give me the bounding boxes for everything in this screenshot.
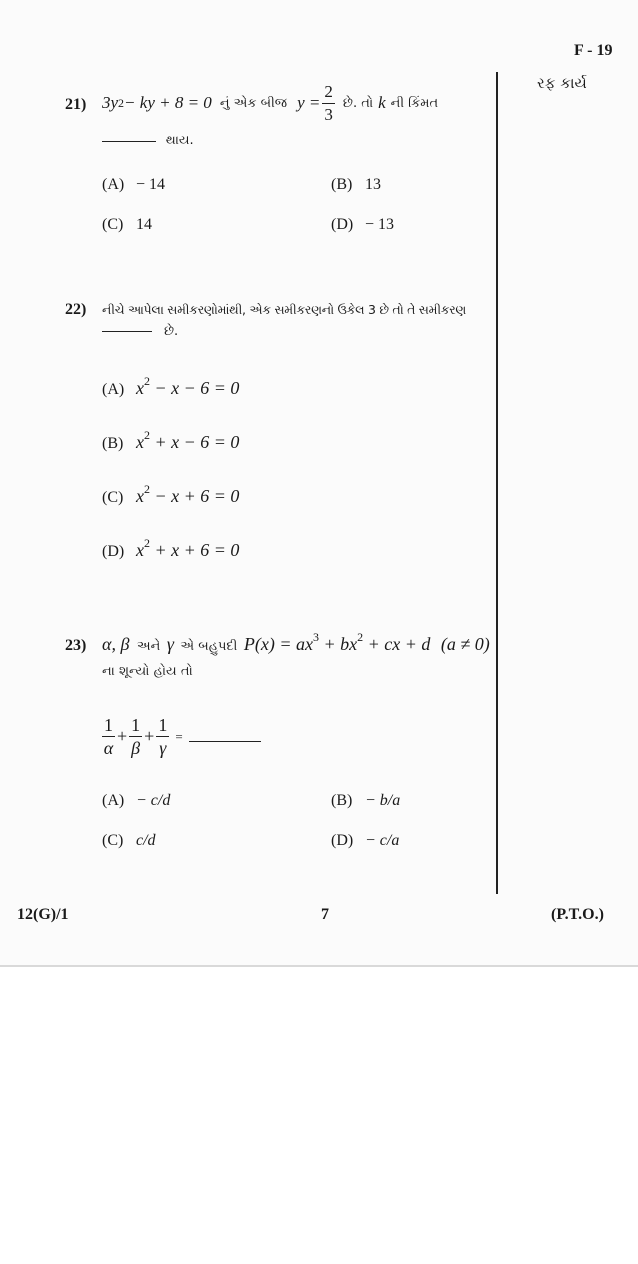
q21-k: k — [378, 93, 386, 112]
q21-option-d: (D) − 13 — [331, 216, 395, 233]
q21-option-a: (A) − 14 — [102, 176, 166, 193]
q23-option-a: (A) − c/d — [102, 792, 171, 809]
rough-work-divider — [496, 72, 498, 894]
q21-text-part3: ની કિંમત — [390, 95, 439, 111]
page-number: 7 — [321, 906, 329, 923]
q22-blank — [102, 330, 152, 332]
q23-reciprocal-sum: $\frac{1}{\alpha}$ + $\frac{1}{\beta}$ + $\frac{1}{\gamma}$ = — [100, 714, 261, 759]
q21-y-equals: y = — [297, 93, 321, 112]
q21-text-part1: નું એક બીજ — [219, 95, 288, 111]
q21-equation-b: − ky + 8 = 0 — [124, 93, 212, 112]
q21-text-part4: થાય. — [165, 133, 194, 148]
q23-option-b: (B) − b/a — [331, 792, 401, 809]
q23-condition: (a ≠ 0) — [440, 634, 490, 654]
q23-frac-beta: $\frac{1}{\beta}$ — [131, 715, 141, 758]
q23-option-d: (D) − c/a — [331, 832, 400, 849]
question-22-text: નીચે આપેલા સમીકરણોમાંથી, એક સમીકરણનો ઉકેલ 3 છે તો તે સમીકરણ — [102, 302, 467, 317]
q23-frac-gamma: $\frac{1}{\gamma}$ — [158, 715, 168, 758]
q22-option-b: (B) $x^2 + x - 6 = 0$ — [102, 428, 240, 452]
q22-option-d: (D) $x^2 + x + 6 = 0$ — [102, 536, 240, 560]
question-22-number: 22) — [65, 301, 87, 318]
q23-blank — [189, 740, 261, 742]
q23-polynomial: P(x) = ax — [243, 634, 313, 654]
q22-option-c: (C) $x^2 - x + 6 = 0$ — [102, 482, 240, 506]
q21-option-b: (B) 13 — [331, 176, 381, 193]
page-code: F - 19 — [574, 42, 613, 59]
rough-work-label: રફ કાર્ય — [537, 74, 587, 92]
blank-background — [0, 967, 638, 1264]
question-23-number: 23) — [65, 637, 87, 654]
q23-roots: α, β — [102, 634, 130, 654]
question-23-text: α, β અને γ એ બહુપદી $P(x) = ax^3 + bx^2$ + cx + d (a ≠ 0) — [102, 630, 490, 654]
q21-option-c: (C) 14 — [102, 216, 152, 233]
question-21-text: 3y 2 − ky + 8 = 0 નું એક બીજ y = $\frac{2}{3}$ છે. તો k ની કિંમત — [102, 81, 439, 124]
q21-fraction-den: 3 — [324, 104, 333, 124]
q22-line2: છે. — [102, 322, 178, 340]
pto-label: (P.T.O.) — [551, 906, 604, 923]
q21-line2 — [102, 132, 194, 149]
q21-equation-a: 3y — [102, 93, 119, 112]
paper-code: 12(G)/1 — [17, 906, 69, 923]
q22-option-a: (A) $x^2 - x - 6 = 0$ — [102, 374, 240, 398]
q23-option-c: (C) c/d — [102, 832, 156, 849]
q23-line2: ના શૂન્યો હોય તો — [102, 664, 193, 679]
q21-blank — [102, 140, 156, 142]
q21-fraction-num: 2 — [322, 81, 335, 104]
q21-fraction — [322, 81, 335, 126]
q21-text-part2: છે. તો — [342, 95, 374, 111]
question-21-number: 21) — [65, 96, 87, 113]
q23-frac-alpha: $\frac{1}{\alpha}$ — [103, 715, 114, 758]
